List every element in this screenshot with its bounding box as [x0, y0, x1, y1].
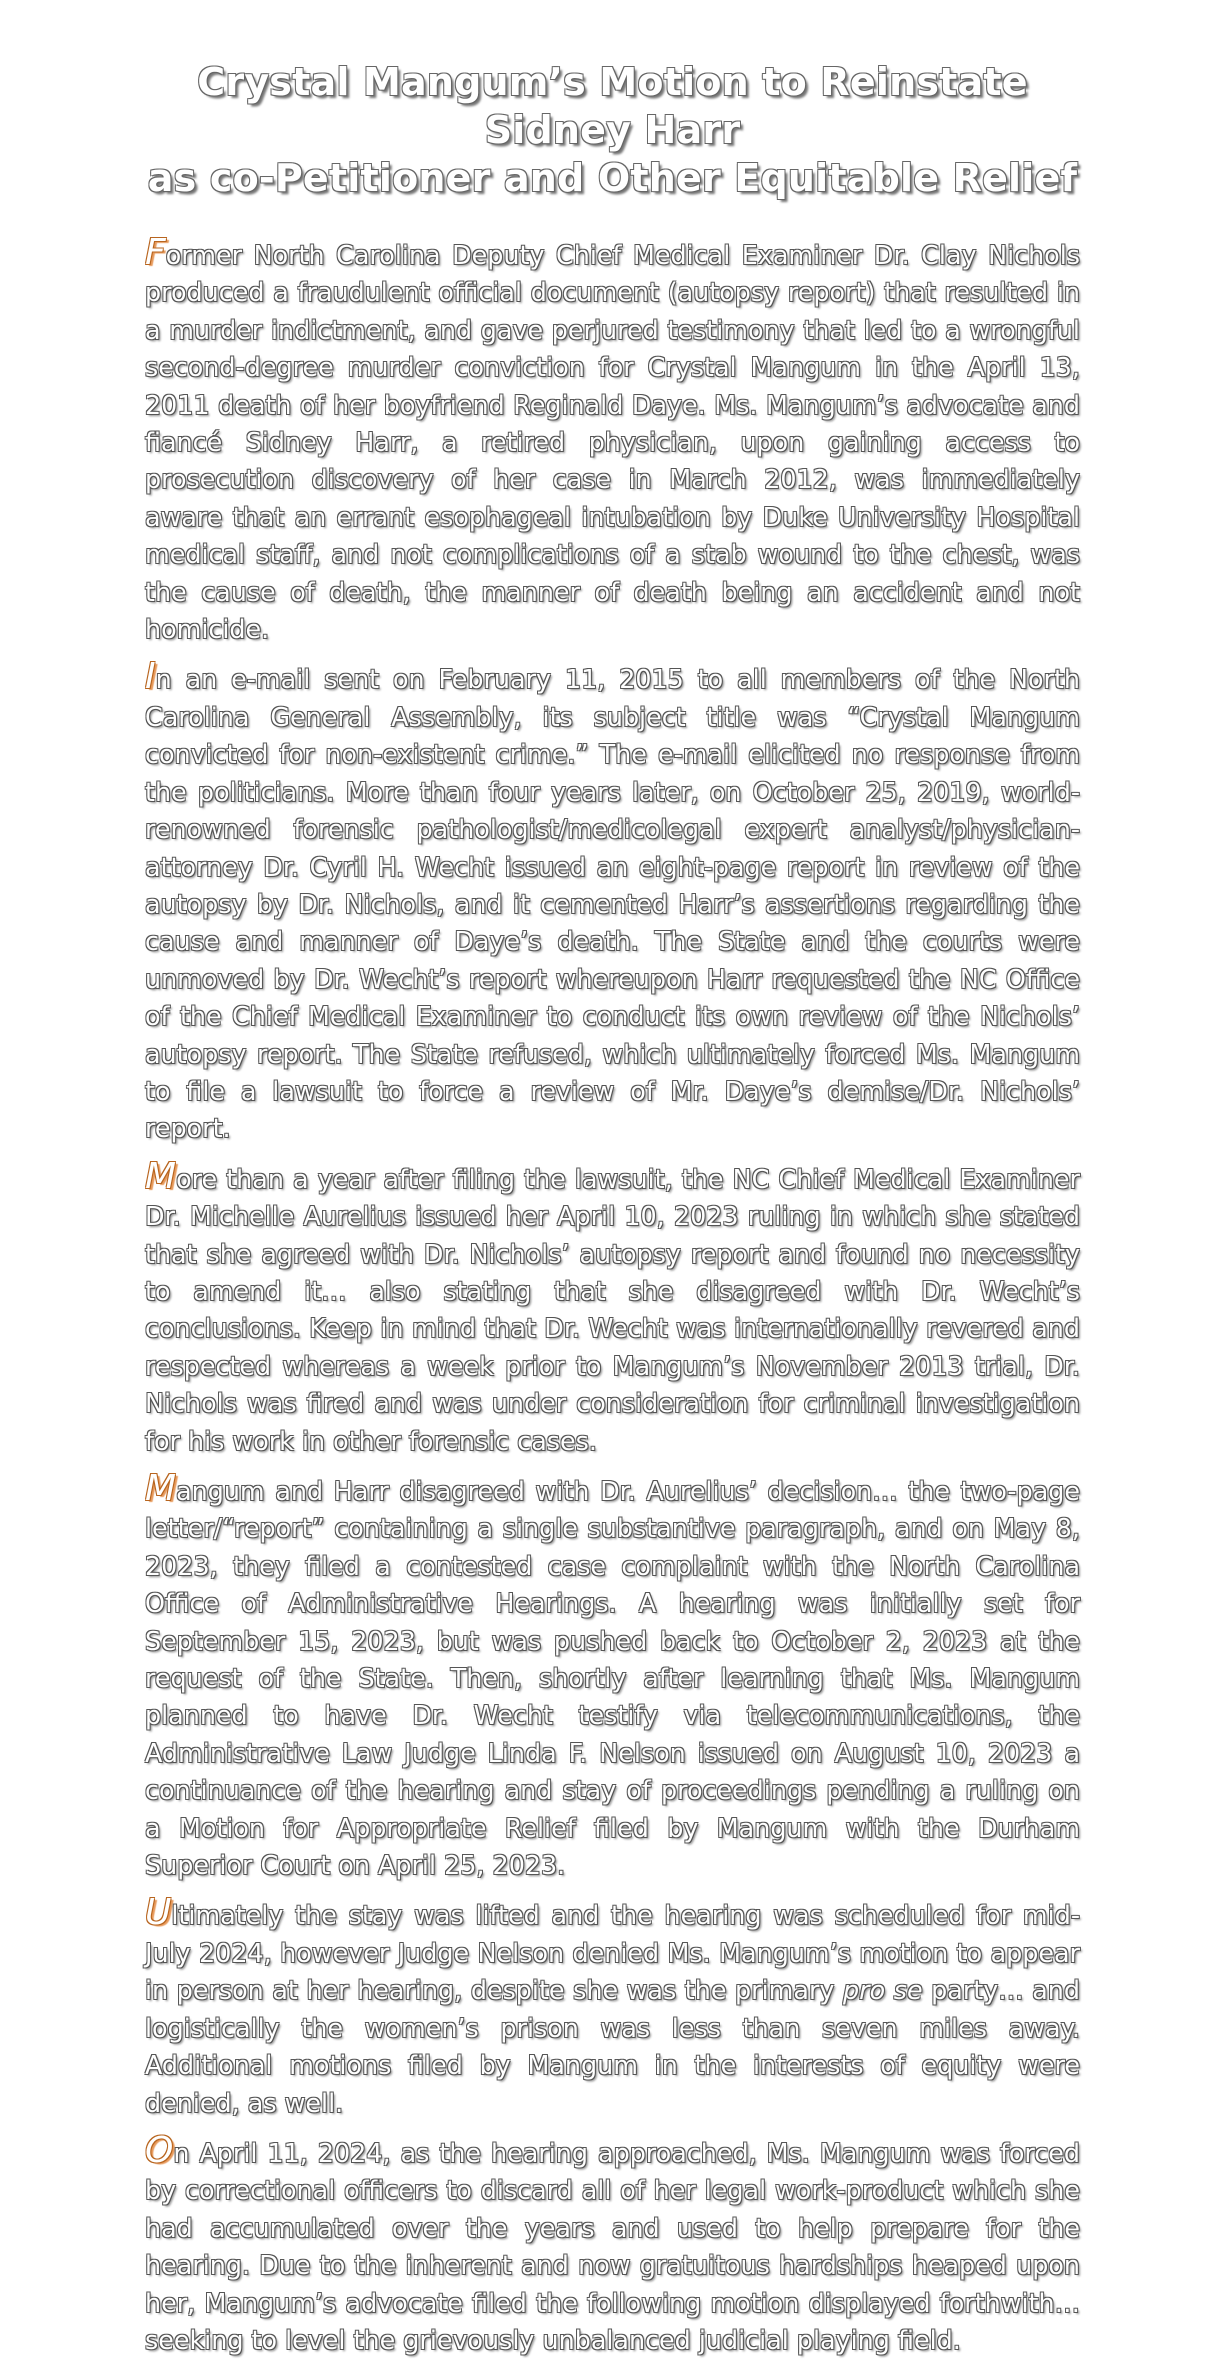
paragraph-4	[145, 1470, 1080, 1884]
paragraph-text-before: ltimately the stay was lifted and the hearing was scheduled for mid-July 2024, however Judge Nelson denied Ms. Mangum’s motion to appear in person at her hearing, despite she was the primary	[145, 1900, 1080, 2006]
paragraph-text: ormer North Carolina Deputy Chief Medical Examiner Dr. Clay Nichols produced a fraudulent official document (autopsy report) that resulted in a murder indictment, and gave perjured testimony that led to a wrongful second-degree murder conviction for Crystal Mangum in the April 13, 2011 death of her boyfriend Reginald Daye. Ms. Mangum’s advocate and fiancé Sidney Harr, a retired physician, upon gaining access to prosecution discovery of her case in March 2012, was immediately aware that an errant esophageal intubation by Duke University Hospital medical staff, and not complications of a stab wound to the chest, was the cause of death, the manner of death being an accident and not homicide.	[145, 240, 1080, 645]
paragraph-text: ore than a year after filing the lawsuit, the NC Chief Medical Examiner Dr. Michelle Aurelius issued her April 10, 2023 ruling in which she stated that she agreed with Dr. Nichols’ autopsy report and found no necessity to amend it… also stating that she disagreed with Dr. Wecht’s conclusions. Keep in mind that Dr. Wecht was internationally revered and respected whereas a week prior to Mangum’s November 2013 trial, Dr. Nichols was fired and was under consideration for criminal investigation for his work in other forensic cases.	[145, 1163, 1080, 1456]
paragraph-1	[145, 234, 1080, 648]
title-line-2: as co-Petitioner and Other Equitable Relief	[147, 156, 1078, 200]
document-page	[145, 58, 1080, 2369]
dropcap: U	[145, 1892, 172, 1934]
paragraph-2	[145, 658, 1080, 1147]
paragraph-3	[145, 1155, 1080, 1460]
paragraph-text: n April 11, 2024, as the hearing approached, Ms. Mangum was forced by correctional officers to discard all of her legal work-product which she had accumulated over the years and used to help prepare for the hearing. Due to the inherent and now gratuitous hardships heaped upon her, Mangum’s advocate filed the following motion displayed forthwith… seeking to level the grievously unbalanced judicial playing field.	[145, 2137, 1080, 2355]
page-title	[145, 58, 1080, 202]
paragraph-text-after: party… and logistically the women’s prison was less than seven miles away. Additional motions filed by Mangum in the interests of equity were denied, as well.	[145, 1975, 1080, 2118]
dropcap: F	[145, 232, 166, 273]
title-line-1: Crystal Mangum’s Motion to Reinstate Sidney Harr	[197, 60, 1028, 152]
dropcap: M	[145, 1468, 177, 1509]
paragraph-5	[145, 1894, 1080, 2121]
paragraph-text-italic: pro se	[843, 1975, 923, 2006]
paragraph-text: n an e-mail sent on February 11, 2015 to all members of the North Carolina General Assembly, its subject title was “Crystal Mangum convicted for non-existent crime.” The e-mail elicited no response from the politicians. More than four years later, on October 25, 2019, world-renowned forensic pathologist/medicolegal expert analyst/physician-attorney Dr. Cyril H. Wecht issued an eight-page report in review of the autopsy by Dr. Nichols, and it cemented Harr’s assertions regarding the cause and manner of Daye’s death. The State and the courts were unmoved by Dr. Wecht’s report whereupon Harr requested the NC Office of the Chief Medical Examiner to conduct its own review of the Nichols’ autopsy report. The State refused, which ultimately forced Ms. Mangum to file a lawsuit to force a review of Mr. Daye’s demise/Dr. Nichols’ report.	[145, 664, 1080, 1144]
dropcap: M	[145, 1155, 177, 1197]
paragraph-text: angum and Harr disagreed with Dr. Aurelius’ decision… the two-page letter/“report” containing a single substantive paragraph, and on May 8, 2023, they filed a contested case complaint with the North Carolina Office of Administrative Hearings. A hearing was initially set for September 15, 2023, but was pushed back to October 2, 2023 at the request of the State. Then, shortly after learning that Ms. Mangum planned to have Dr. Wecht testify via telecommunications, the Administrative Law Judge Linda F. Nelson issued on August 10, 2023 a continuance of the hearing and stay of proceedings pending a ruling on a Motion for Appropriate Relief filed by Mangum with the Durham Superior Court on April 25, 2023.	[145, 1476, 1080, 1881]
dropcap: O	[145, 2129, 174, 2171]
paragraph-6	[145, 2129, 1080, 2359]
dropcap: I	[145, 656, 156, 698]
